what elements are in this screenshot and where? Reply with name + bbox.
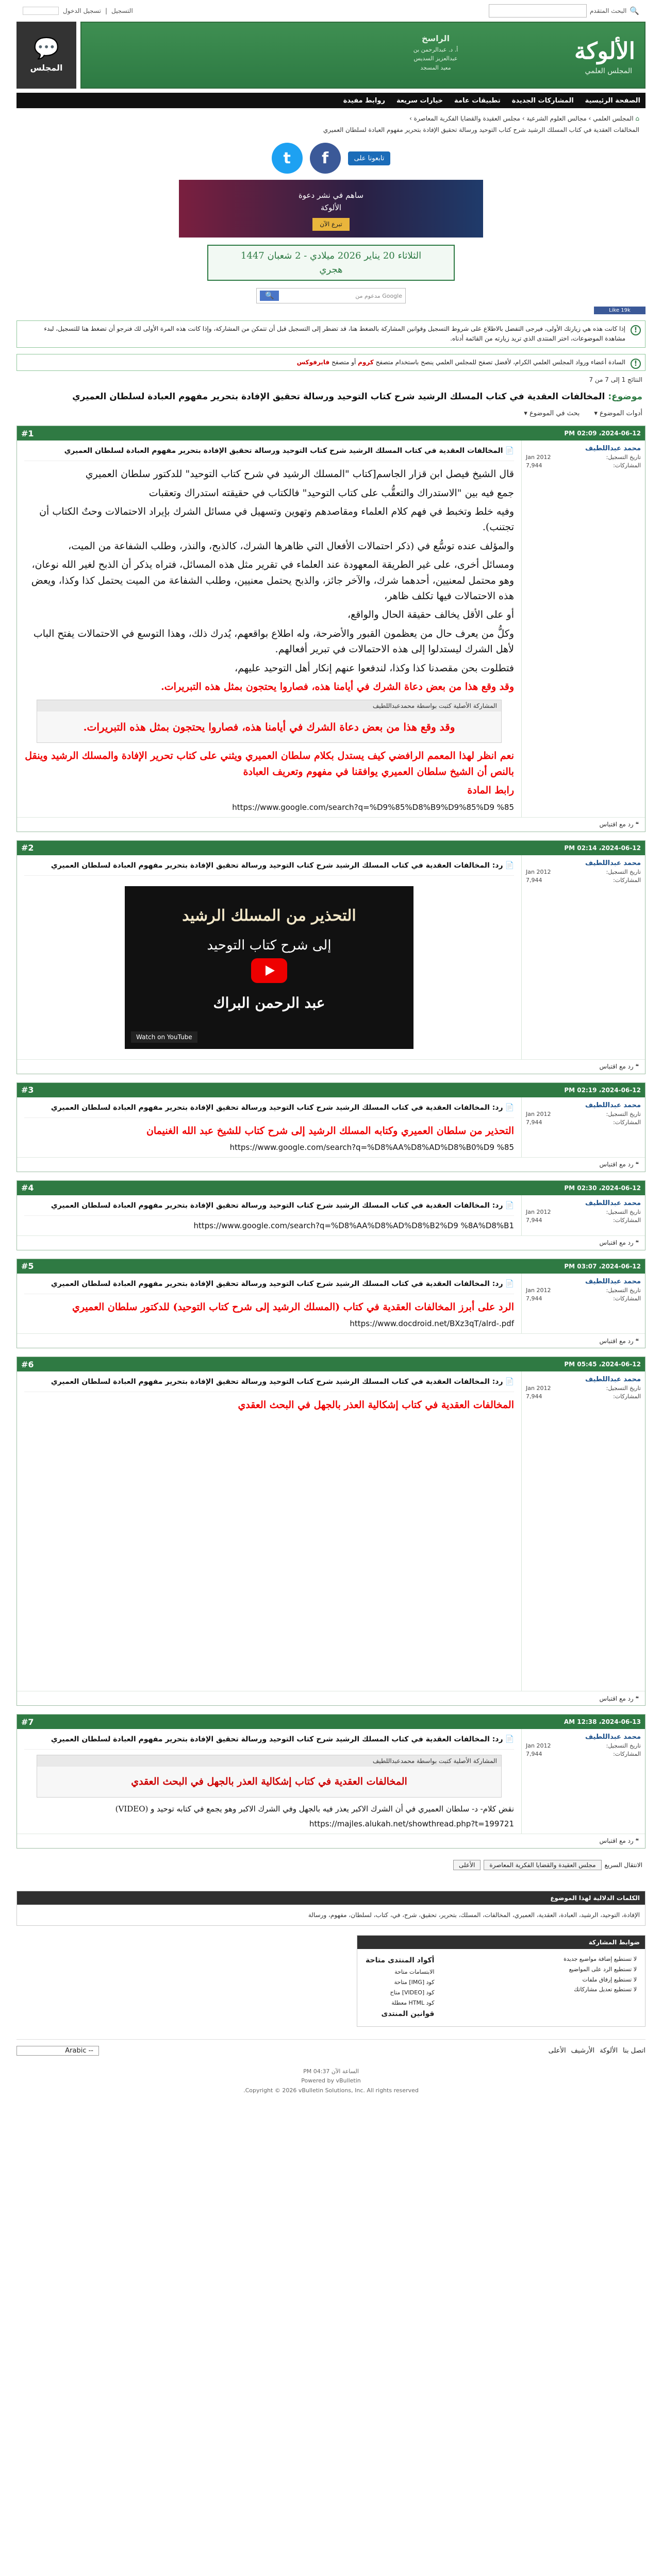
post	[16, 1180, 646, 1250]
post-header	[17, 1181, 645, 1195]
quote-header: المشاركة الأصلية كتبت بواسطة محمدعبداللطيف	[37, 1755, 501, 1767]
post-title: 📄رد: المخالفات العقدية في كتاب المسلك الرشيد شرح كتاب التوحيد ورسالة تحقيق الإفادة بتحرير مفهوم العبادة لسلطان العميري	[24, 1200, 514, 1216]
video-title: التحذير من المسلك الرشيد	[182, 906, 356, 925]
document-icon: 📄	[505, 861, 514, 870]
join-date: Jan 2012	[526, 1208, 551, 1215]
permissions-left: أكواد المنتدى متاحة الابتسامات متاحة كود [IMG] متاحة كود [VIDEO] متاح كود HTML معطلة قوانين المنتدى	[366, 1954, 434, 2021]
document-icon: 📄	[505, 447, 514, 455]
post-date: 2024-06-12، 05:45 PM	[564, 1361, 641, 1368]
donation-line2: الألوكة	[320, 203, 342, 213]
post-count: 7,944	[526, 1216, 542, 1224]
register-link[interactable]: التسجيل	[111, 7, 133, 14]
quick-nav-label: الانتقال السريع	[604, 1861, 642, 1869]
post-header	[17, 1083, 645, 1097]
reply-with-quote-button[interactable]: ❝ رد مع اقتباس	[599, 821, 639, 828]
welcome-notice	[16, 320, 646, 347]
post-number[interactable]: #5	[21, 1261, 34, 1272]
quote-header: المشاركة الأصلية كتبت بواسطة محمدعبداللطيف	[37, 700, 501, 711]
footer-top-link[interactable]: الأعلى	[548, 2046, 566, 2055]
main-navbar	[16, 93, 646, 108]
facebook-icon[interactable]: f	[310, 143, 341, 174]
reply-with-quote-button[interactable]: ❝ رد مع اقتباس	[599, 1837, 639, 1845]
post-header	[17, 1357, 645, 1371]
reply-with-quote-button[interactable]: ❝ رد مع اقتباس	[599, 1337, 639, 1345]
post-date: 2024-06-12، 02:19 PM	[564, 1086, 641, 1094]
chat-bubbles-icon: 💬	[34, 36, 59, 60]
browser-notice: ! السادة أعضاء ورواد المجلس العلمي الكرام، لأفضل تصفح للمجلس العلمي ينصح باستخدام متصفح كروم أو متصفح فايرفوكس	[16, 354, 646, 371]
document-icon: 📄	[505, 1735, 514, 1744]
council-label: المجلس	[30, 62, 63, 73]
post	[16, 1082, 646, 1172]
post-header	[17, 426, 645, 440]
breadcrumb-current: المخالفات العقدية في كتاب المسلك الرشيد شرح كتاب التوحيد ورسالة تحقيق الإفادة بتحرير مفهوم العبادة لسلطان العميري	[323, 126, 639, 133]
search-icon[interactable]: 🔍	[630, 6, 639, 15]
thread-tools-menu[interactable]: أدوات الموضوع ▾	[594, 410, 642, 418]
post-username[interactable]: محمد عبداللطيف	[585, 1376, 641, 1384]
footer-contact-link[interactable]: اتصل بنا	[623, 2046, 646, 2055]
tags-list[interactable]: الإفادة، التوحيد، الرشيد، العبادة، العقدية، العميري، المخالفات، المسلك، بتحرير، تحقيق، شرح، في، كتاب، لسلطان، مفهوم، ورسالة	[308, 1911, 640, 1919]
header-banner	[80, 22, 646, 89]
post-count: 7,944	[526, 462, 542, 469]
quote-body: المخالفات العقدية في كتاب إشكالية العذر بالجهل في البحث العقدي	[131, 1776, 407, 1788]
post-header	[17, 1259, 645, 1274]
nav-home[interactable]: الصفحة الرئيسية	[585, 96, 640, 105]
date-box	[207, 245, 455, 281]
council-box[interactable]	[16, 22, 76, 89]
post-date: 2024-06-12، 03:07 PM	[564, 1262, 641, 1270]
language-select[interactable]: -- Arabic	[16, 2046, 99, 2056]
post-count: 7,944	[526, 1118, 542, 1126]
post-userinfo: محمد عبداللطيف تاريخ التسجيل: Jan 2012 المشاركات: 7,944	[521, 440, 645, 817]
join-date: Jan 2012	[526, 1385, 551, 1392]
nav-quick-options[interactable]: خيارات سريعة	[396, 96, 443, 105]
breadcrumb-home-icon[interactable]: ⌂	[635, 115, 639, 122]
firefox-link[interactable]: فايرفوكس	[296, 358, 330, 366]
reply-with-quote-button[interactable]: ❝ رد مع اقتباس	[599, 1063, 639, 1070]
quick-nav-select[interactable]: مجلس العقيدة والقضايا الفكرية المعاصرة	[484, 1860, 601, 1870]
join-date: Jan 2012	[526, 868, 551, 875]
footer-bar	[16, 2039, 646, 2056]
post-date: 2024-06-12، 02:14 PM	[564, 844, 641, 852]
post-quote	[37, 1755, 502, 1797]
post	[16, 1714, 646, 1848]
post-footer	[17, 1333, 645, 1348]
login-area: التسجيل | تسجيل الدخول	[23, 7, 133, 15]
post-userinfo: محمد عبداللطيف تاريخ التسجيل: Jan 2012 المشاركات: 7,944	[521, 855, 645, 1059]
post	[16, 1357, 646, 1706]
posting-permissions	[357, 1935, 646, 2027]
quick-navigation	[16, 1860, 646, 1870]
chrome-link[interactable]: كروم	[358, 358, 374, 366]
copyright	[16, 2067, 646, 2096]
material-link-label[interactable]: رابط المادة	[467, 785, 514, 796]
post-username[interactable]: محمد عبداللطيف	[585, 859, 641, 867]
google-search-input[interactable]: Google مدعوم من	[355, 292, 402, 299]
post-header	[17, 1715, 645, 1729]
post-content	[17, 1729, 521, 1833]
quote-body: وقد وقع هذا من بعض دعاة الشرك في أيامنا هذه، فصاروا يحتجون بمثل هذه التبريرات.	[83, 721, 455, 734]
social-links	[16, 143, 646, 174]
join-date: Jan 2012	[526, 454, 551, 461]
site-header	[16, 22, 646, 89]
post-content	[17, 1195, 521, 1235]
post-username[interactable]: محمد عبداللطيف	[585, 445, 641, 453]
username-field[interactable]	[23, 7, 59, 15]
results-count: النتائج 1 إلى 7 من 7	[589, 376, 642, 383]
post-userinfo: محمد عبداللطيف تاريخ التسجيل: Jan 2012 المشاركات: 7,944	[521, 1097, 645, 1157]
post-title: 📄رد: المخالفات العقدية في كتاب المسلك الرشيد شرح كتاب التوحيد ورسالة تحقيق الإفادة بتحرير مفهوم العبادة لسلطان العميري	[24, 1734, 514, 1750]
post-text: الرد على أبرز المخالفات العقدية في كتاب (المسلك الرشيد إلى شرح كتاب التوحيد) للدكتور سلطان العميري	[72, 1301, 514, 1313]
breadcrumb-item[interactable]: مجالس العلوم الشرعية	[526, 115, 587, 122]
document-icon: 📄	[505, 1201, 514, 1210]
footer-alukah-link[interactable]: الألوكة	[600, 2046, 618, 2055]
post-userinfo: محمد عبداللطيف تاريخ التسجيل: Jan 2012 المشاركات: 7,944	[521, 1729, 645, 1833]
post-url[interactable]: https://www.google.com/search?q=%D9%85%D8%B9%D9%85%D9 %85	[232, 802, 514, 812]
post-username[interactable]: محمد عبداللطيف	[585, 1199, 641, 1207]
post-date: 2024-06-12، 02:09 PM	[564, 430, 641, 437]
browser-notice-text: السادة أعضاء ورواد المجلس العلمي الكرام، لأفضل تصفح للمجلس العلمي ينصح باستخدام متصفح	[375, 358, 625, 366]
post-title: 📄المخالفات العقدية في كتاب المسلك الرشيد شرح كتاب التوحيد ورسالة تحقيق الإفادة بتحرير مفهوم العبادة لسلطان العميري	[24, 446, 514, 461]
post-userinfo: محمد عبداللطيف تاريخ التسجيل: Jan 2012 المشاركات: 7,944	[521, 1371, 645, 1691]
post-username[interactable]: محمد عبداللطيف	[585, 1277, 641, 1285]
post-text: المخالفات العقدية في كتاب إشكالية العذر بالجهل في البحث العقدي	[238, 1399, 514, 1411]
post-footer	[17, 1834, 645, 1848]
youtube-video[interactable]	[125, 886, 413, 1049]
post-text-2: نعم انظر لهذا المعمم الرافضي كيف يستدل بكلام سلطان العميري ويثني على كتاب تحرير الإفادة والمسلك الرشيد وينقل بالنص أن الشيخ سلطان العميري يوافقنا في مفهوم وتعريف العبادة رابط المادة	[24, 748, 514, 798]
post-number[interactable]: #6	[21, 1359, 34, 1369]
copyright-text: Copyright © 2026 vBulletin Solutions, Inc. All rights reserved.	[243, 2087, 419, 2094]
permissions-header: ضوابط المشاركة	[357, 1936, 645, 1949]
breadcrumb: ⌂ المجلس العلمي › مجالس العلوم الشرعية › مجلس العقيدة والقضايا الفكرية المعاصرة › المخالفات العقدية في كتاب المسلك الرشيد شرح كتاب التوحيد ورسالة تحقيق الإفادة بتحرير مفهوم العبادة لسلطان العميري	[323, 115, 639, 133]
footer-archive-link[interactable]: الأرشيف	[571, 2046, 595, 2055]
follow-us-label: تابعونا على	[348, 151, 391, 165]
nav-general-apps[interactable]: تطبيقات عامة	[454, 96, 501, 105]
post	[16, 426, 646, 832]
post-footer	[17, 1235, 645, 1250]
post-content	[17, 440, 521, 817]
post-count: 7,944	[526, 1751, 542, 1758]
post-date: 2024-06-12، 02:30 PM	[564, 1184, 641, 1192]
post-text: قال الشيخ فيصل ابن قزار الجاسم[كتاب "المسلك الرشيد في شرح كتاب التوحيد" للدكتور سلطان العميري جمع فيه بين "الاستدراك والتعقُّب على كتاب التوحيد" فالكتاب في حقيقته استدراك وتعقبات وفيه خلط وتخبط في فهم كلام العلماء ومقاصدهم وتهوين وتسهيل في مسائل الشرك بإيراد الاحتمالات وحتٌ الكتاب أن تجتنب). والمؤلف عنده توسُّع في (ذكر احتمالات الأفعال التي ظاهرها الشرك، كالذبح، والنذر، وطلب الشفاعة من الميت، ومسائل أخرى، على غير الطريقة المعهودة عند العلماء في تقرير مثل هذه المسائل، فتراه يذكر أن الذبح لغير الله نوعان، وهو محتمل لمعنيين، أحدهما شرك، والآخر جائز، والذبح يحتمل معنيين، وطلب الشفاعة من الميت يحتمل كذا وكذا، ويعض هذه الاحتمالات فيها تكلف ظاهر، أو على الأقل يخالف حقيقة الحال والواقع، وكلُّ من يعرف حال من يعظمون القبور والأضرحة، وله اطلاع بواقعهم، يُدرك ذلك، وهذا التوسع في الاحتمالات يفتح الباب لأهل الشرك ليستدلوا إلى هذه الاحتمالات في تبرير أفعالهم. فتطلوت بحن مقصدنا كذا وكذا، لندفعوا عنهم إنكار أهل التوحيد عليهم، وقد وقع هذا من بعض دعاة الشرك في أيامنا هذه، فصاروا يحتجون بمثل هذه التبريرات.	[31, 468, 514, 692]
play-icon[interactable]	[251, 958, 287, 983]
date-line1: الثلاثاء 20 يناير 2026 ميلادي - 2 شعبان 1447	[240, 250, 422, 262]
post-number[interactable]: #4	[21, 1183, 34, 1193]
post-title: 📄رد: المخالفات العقدية في كتاب المسلك الرشيد شرح كتاب التوحيد ورسالة تحقيق الإفادة بتحرير مفهوم العبادة لسلطان العميري	[24, 860, 514, 876]
date-line2: هجري	[319, 264, 343, 276]
post-username[interactable]: محمد عبداللطيف	[585, 1101, 641, 1109]
join-date: Jan 2012	[526, 1286, 551, 1294]
facebook-like-button[interactable]: Like 19k	[594, 307, 646, 314]
thread-title-text: المخالفات العقدية في كتاب المسلك الرشيد شرح كتاب التوحيد ورسالة تحقيق الإفادة بتحرير مفهوم العبادة لسلطان العميري	[72, 391, 605, 402]
post-url[interactable]: https://majles.alukah.net/showthread.php?t=199721	[309, 1819, 514, 1828]
twitter-icon[interactable]: t	[272, 143, 303, 174]
header-verse: الراسخ أ. د. عبدالرحمن بن عبدالعزيز السديس معيد المسجد	[413, 33, 458, 71]
results-pager	[16, 376, 646, 383]
post-number[interactable]: #1	[21, 428, 34, 438]
google-search	[256, 288, 406, 303]
document-icon: 📄	[505, 1103, 514, 1112]
info-icon: !	[631, 359, 641, 369]
post-quote	[37, 700, 502, 743]
post-count: 7,944	[526, 876, 542, 884]
post-number[interactable]: #7	[21, 1717, 34, 1727]
post-userinfo: محمد عبداللطيف تاريخ التسجيل: Jan 2012 المشاركات: 7,944	[521, 1195, 645, 1235]
thread-title	[16, 391, 646, 404]
google-search-button[interactable]: 🔍	[260, 291, 279, 301]
tags-box	[16, 1891, 646, 1926]
top-search-input[interactable]	[489, 4, 587, 18]
post-count: 7,944	[526, 1393, 542, 1400]
breadcrumb-item[interactable]: مجلس العقيدة والقضايا الفكرية المعاصرة	[413, 115, 520, 122]
powered-by: Powered by vBulletin	[301, 2077, 361, 2084]
thread-tools	[16, 410, 646, 417]
reply-with-quote-button[interactable]: ❝ رد مع اقتباس	[599, 1694, 639, 1702]
post	[16, 840, 646, 1074]
post-url[interactable]: https://www.docdroid.net/BXz3qT/alrd-.pdf	[350, 1319, 514, 1329]
nav-useful-links[interactable]: روابط مفيدة	[343, 96, 385, 105]
post-content	[17, 855, 521, 1059]
document-icon: 📄	[505, 1279, 514, 1288]
post-title: 📄رد: المخالفات العقدية في كتاب المسلك الرشيد شرح كتاب التوحيد ورسالة تحقيق الإفادة بتحرير مفهوم العبادة لسلطان العميري	[24, 1377, 514, 1392]
post-content	[17, 1274, 521, 1333]
post-text: نقض كلام- د- سلطان العميري في أن الشرك الاكبر يعذر فيه بالجهل وفي الشرك الاكبر وهو يجمع في كتابه توحيد و (VIDEO)	[115, 1804, 514, 1814]
document-icon: 📄	[505, 1378, 514, 1386]
post-text: التحذير من سلطان العميري وكتابه المسلك الرشيد إلى شرح كتاب للشيخ عبد الله الغنيمان	[146, 1125, 514, 1137]
post-number[interactable]: #2	[21, 843, 34, 853]
current-time: الساعة الآن 04:37 PM	[303, 2067, 359, 2075]
join-date: Jan 2012	[526, 1742, 551, 1750]
post	[16, 1259, 646, 1348]
forum-rules-link[interactable]: قوانين المنتدى	[381, 2010, 435, 2019]
post-title: 📄رد: المخالفات العقدية في كتاب المسلك الرشيد شرح كتاب التوحيد ورسالة تحقيق الإفادة بتحرير مفهوم العبادة لسلطان العميري	[24, 1279, 514, 1294]
post-title: 📄رد: المخالفات العقدية في كتاب المسلك الرشيد شرح كتاب التوحيد ورسالة تحقيق الإفادة بتحرير مفهوم العبادة لسلطان العميري	[24, 1103, 514, 1118]
post-footer	[17, 1059, 645, 1074]
post-content	[17, 1097, 521, 1157]
video-speaker: عبد الرحمن البراك	[213, 994, 325, 1011]
thread-title-label: موضوع:	[608, 391, 642, 402]
post-userinfo: محمد عبداللطيف تاريخ التسجيل: Jan 2012 المشاركات: 7,944	[521, 1274, 645, 1333]
top-bar	[16, 0, 646, 22]
nav-new-posts[interactable]: المشاركات الجديدة	[511, 96, 574, 105]
permissions-right: لا تستطيع إضافة مواضيع جديدة لا تستطيع الرد على المواضيع لا تستطيع إرفاق ملفات لا تستطيع تعديل مشاركاتك	[564, 1956, 637, 1993]
post-header	[17, 841, 645, 855]
video-subtitle: إلى شرح كتاب التوحيد	[207, 937, 332, 953]
tags-header: الكلمات الدلالية لهذا الموضوع	[17, 1891, 645, 1905]
join-date: Jan 2012	[526, 1110, 551, 1117]
search-thread-menu[interactable]: بحث في الموضوع ▾	[524, 410, 580, 418]
info-icon: !	[631, 325, 641, 335]
advanced-search-link[interactable]: البحث المتقدم	[590, 7, 627, 14]
login-link[interactable]: تسجيل الدخول	[63, 7, 101, 14]
breadcrumb-item[interactable]: المجلس العلمي	[593, 115, 634, 122]
site-logo-sub: المجلس العلمي	[585, 67, 632, 75]
watch-on-youtube[interactable]: Watch on YouTube	[131, 1031, 197, 1043]
post-number[interactable]: #3	[21, 1085, 34, 1095]
donate-button[interactable]: تبرع الآن	[312, 218, 350, 231]
post-date: 2024-06-13، 12:38 AM	[564, 1718, 641, 1726]
welcome-notice-text: إذا كانت هذه هي زيارتك الأولى، فيرجى التفضل بالاطلاع على شروط التسجيل وقوانين المشاركة بالضغط هنا، قد تضطر إلى التسجيل قبل أن تتمكن من المشاركة، وإذا كانت هذه المرة الأولى لك فنرجو أن تضغط هنا للتسجيل، لبدء مشاهدة الموضوعات، اختر المنتدى الذي تريد زيارته من القائمة أدناه.	[44, 325, 625, 343]
post-footer	[17, 1157, 645, 1172]
top-search	[489, 4, 639, 18]
donation-line1: ساهم في نشر دعوة	[298, 191, 364, 200]
site-logo[interactable]: الألوكة	[574, 38, 635, 64]
donation-banner[interactable]	[179, 180, 483, 238]
post-url[interactable]: https://www.google.com/search?q=%D8%AA%D8%AD%D8%B0%D9 %85	[229, 1142, 514, 1152]
top-button[interactable]: الأعلى	[453, 1860, 481, 1870]
reply-with-quote-button[interactable]: ❝ رد مع اقتباس	[599, 1161, 639, 1168]
post-username[interactable]: محمد عبداللطيف	[585, 1733, 641, 1741]
post-footer	[17, 817, 645, 832]
post-count: 7,944	[526, 1295, 542, 1302]
post-footer	[17, 1691, 645, 1705]
post-url[interactable]: https://www.google.com/search?q=%D8%AA%D8%AD%D8%B2%D9 %8A%D8%B1	[193, 1221, 514, 1230]
post-content	[17, 1371, 521, 1691]
reply-with-quote-button[interactable]: ❝ رد مع اقتباس	[599, 1239, 639, 1247]
